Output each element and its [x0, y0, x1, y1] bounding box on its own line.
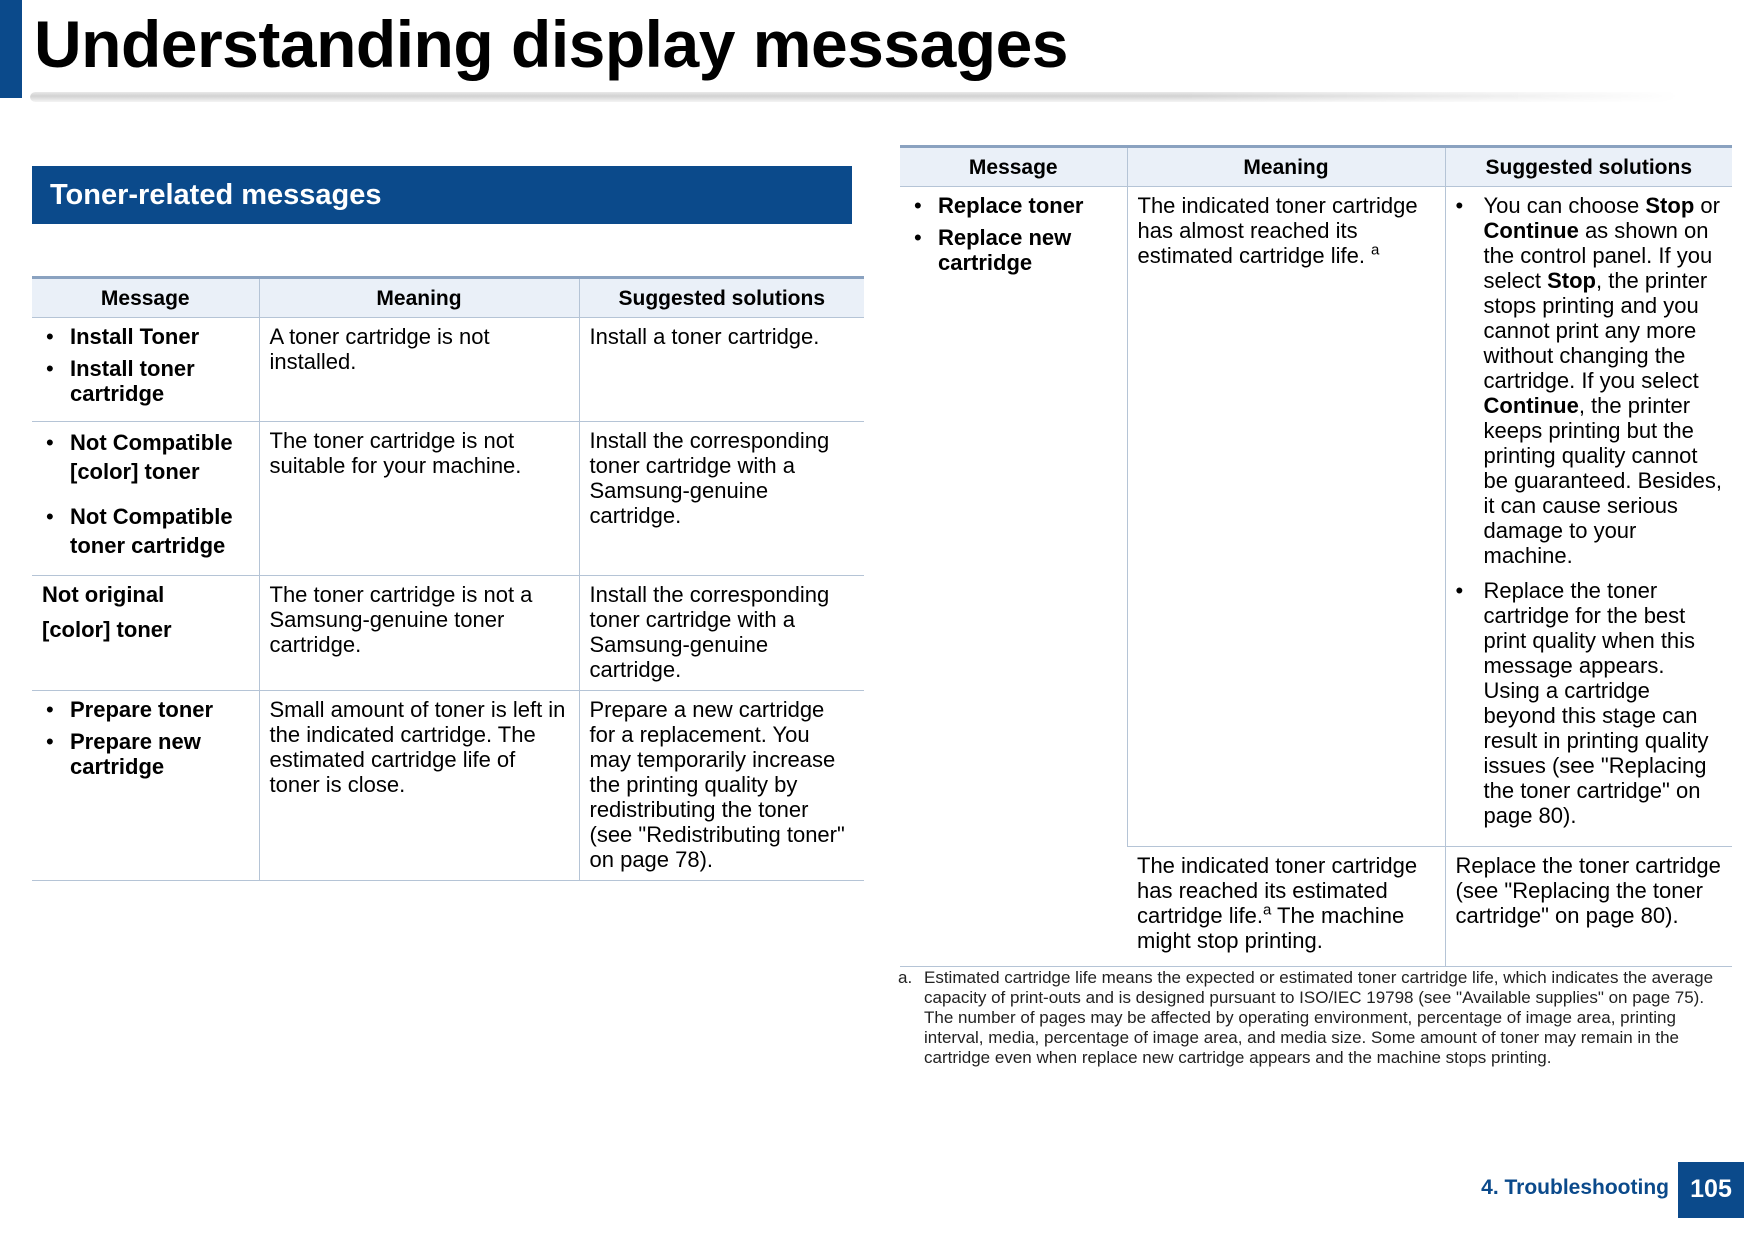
meaning-text: The indicated toner cartridge has almost reached its estimated cartridge life.	[1137, 193, 1418, 268]
title-rule	[30, 92, 1680, 102]
title-accent-bar	[0, 0, 22, 98]
meaning-cell: The indicated toner cartridge has reached its estimated cartridge life.$^a$ The machine might stop printing.	[1127, 847, 1445, 967]
column-header-solutions: Suggested solutions	[579, 278, 864, 318]
message-item: Not original	[42, 582, 165, 607]
message-cell	[32, 318, 259, 422]
message-item: • Prepare new cartridge	[42, 729, 251, 779]
message-cell	[32, 691, 259, 881]
column-header-message: Message	[32, 278, 259, 318]
column-header-message: Message	[900, 147, 1127, 187]
message-item: [color] toner	[42, 617, 172, 642]
meaning-cell: Small amount of toner is left in the indicated cartridge. The estimated cartridge life of toner is close.	[259, 691, 579, 881]
meaning-cell	[1127, 187, 1445, 847]
message-item: • Prepare toner	[42, 697, 251, 722]
right-messages-table	[900, 145, 1732, 967]
footer-section-link[interactable]: 4. Troubleshooting	[1481, 1176, 1669, 1199]
solution-cell: Install the corresponding toner cartridge with a Samsung-genuine cartridge.	[579, 422, 864, 576]
footnote-ref: a	[1371, 241, 1380, 259]
message-item: • Not Compatible toner cartridge	[42, 502, 251, 560]
message-cell	[900, 187, 1127, 967]
solution-cell: Prepare a new cartridge for a replacement. You may temporarily increase the printing quality by redistributing the toner (see "Redistributing toner" on page 78).	[579, 691, 864, 881]
message-cell	[32, 422, 259, 576]
table-row	[32, 691, 864, 881]
table-row	[32, 422, 864, 576]
message-item: • Not Compatible [color] toner	[42, 428, 251, 486]
message-item: • Replace toner	[910, 193, 1119, 218]
solution-cell: Install a toner cartridge.	[579, 318, 864, 422]
table-row	[900, 187, 1732, 847]
table-header-row	[900, 147, 1732, 187]
table-row	[32, 576, 864, 691]
meaning-cell: The toner cartridge is not suitable for your machine.	[259, 422, 579, 576]
table-header-row	[32, 278, 864, 318]
meaning-cell: A toner cartridge is not installed.	[259, 318, 579, 422]
footnote-text: Estimated cartridge life means the expected or estimated toner cartridge life, which indicates the average capacity of print-outs and is designed pursuant to ISO/IEC 19798 (see "Available supplies" on page 75). The number of pages may be affected by operating environment, percentage of image area, printing interval, media, percentage of image area, and media size. Some amount of toner may remain in the cartridge even when replace new cartridge appears and the machine stops printing.	[924, 968, 1714, 1067]
message-item: • Install toner cartridge	[42, 356, 251, 406]
solution-item: • Replace the toner cartridge for the best print quality when this message appears. Using a cartridge beyond this stage can result in printing quality issues (see "Replacing the toner cartridge" on page 80).	[1456, 578, 1725, 828]
footnote-mark: a.	[898, 968, 913, 987]
column-header-solutions: Suggested solutions	[1445, 147, 1732, 187]
footnote-ref: a	[1262, 901, 1272, 919]
solution-cell	[1445, 187, 1732, 847]
message-item: • Replace new cartridge	[910, 225, 1119, 275]
left-messages-table	[32, 276, 864, 881]
page-number: 105	[1678, 1162, 1744, 1218]
message-cell	[32, 576, 259, 691]
footnote	[898, 968, 1728, 1068]
page-title: Understanding display messages	[34, 7, 1069, 81]
column-header-meaning: Meaning	[259, 278, 579, 318]
solution-item: • You can choose Stop or Continue as shown on the control panel. If you select Stop, the printer stops printing and you cannot print any more without changing the cartridge. If you select Continue, the printer keeps printing but the printing quality cannot be guaranteed. Besides, it can cause serious damage to your machine.	[1456, 193, 1725, 568]
meaning-cell: The toner cartridge is not a Samsung-genuine toner cartridge.	[259, 576, 579, 691]
solution-cell: Replace the toner cartridge (see "Replacing the toner cartridge" on page 80).	[1445, 847, 1732, 967]
solution-cell: Install the corresponding toner cartridge with a Samsung-genuine cartridge.	[579, 576, 864, 691]
section-header: Toner-related messages	[32, 166, 852, 224]
table-row	[32, 318, 864, 422]
column-header-meaning: Meaning	[1127, 147, 1445, 187]
message-item: • Install Toner	[42, 324, 251, 349]
